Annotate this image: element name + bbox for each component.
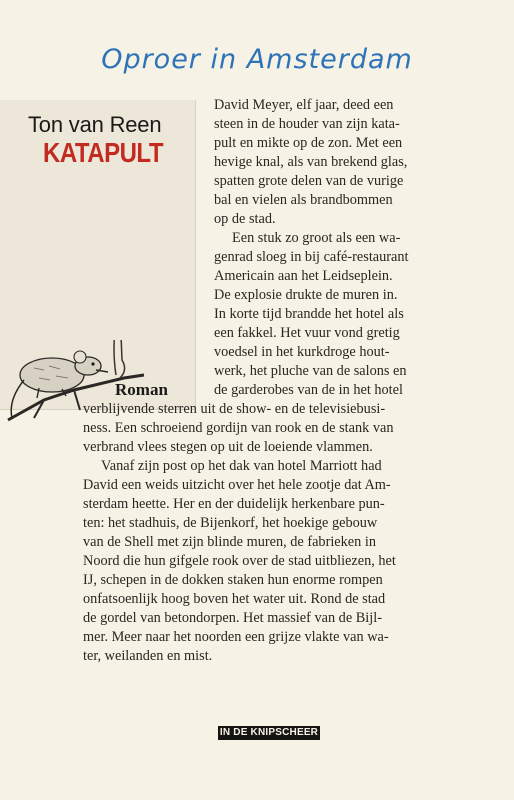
text-line: bal en vielen als brandbommen: [214, 192, 393, 208]
page-title: Oproer in Amsterdam: [101, 44, 413, 75]
text-line: ness. Een schroeiend gordijn van rook en de stank van: [83, 420, 394, 436]
text-line: ten: het stadhuis, de Bijenkorf, het hoekige gebouw: [83, 515, 378, 531]
text-line: onfatsoenlijk hoog boven het water uit. Rond de stad: [83, 591, 386, 607]
text-line: verbrand vlees stegen op uit de loeiende vlammen.: [83, 439, 373, 455]
cover-book-title: KATAPULT: [43, 138, 163, 170]
text-line: een fakkel. Het vuur vond gretig: [214, 325, 400, 341]
publisher-logo: IN DE KNIPSCHEER: [219, 727, 319, 738]
text-line: David Meyer, elf jaar, deed een: [214, 97, 394, 113]
text-line: Vanaf zijn post op het dak van hotel Marriott had: [101, 458, 382, 474]
cover-author: Ton van Reen: [28, 112, 162, 137]
text-line: David een weids uitzicht over het hele zootje dat Am-: [83, 477, 391, 493]
text-line: sterdam heette. Her en der duidelijk herkenbare pun-: [83, 496, 385, 512]
text-line: Americain aan het Leidseplein.: [214, 268, 393, 284]
text-line: van de Shell met zijn blinde muren, de fabrieken in: [83, 534, 376, 550]
text-line: steen in de houder van zijn kata-: [214, 116, 400, 132]
text-line: hevige knal, als van brekend glas,: [214, 154, 408, 170]
book-cover-image: [0, 100, 196, 410]
text-line: genrad sloeg in bij café-restaurant: [214, 249, 409, 265]
text-line: werk, het pluche van de salons en: [214, 363, 407, 379]
text-line: verblijvende sterren uit de show- en de televisiebusi-: [83, 401, 386, 417]
text-line: pult en mikte op de zon. Met een: [214, 135, 403, 151]
text-line: de garderobes van de in het hotel: [214, 382, 403, 398]
text-line: voedsel in het kurkdroge hout-: [214, 344, 390, 360]
text-line: In korte tijd brandde het hotel als: [214, 306, 404, 322]
cover-subtitle: Roman: [115, 380, 168, 399]
text-line: mer. Meer naar het noorden een grijze vlakte van wa-: [83, 629, 389, 645]
text-line: IJ, schepen in de dokken staken hun enorme rompen: [83, 572, 383, 588]
text-line: Een stuk zo groot als een wa-: [232, 230, 401, 246]
text-line: ter, weilanden en mist.: [83, 648, 213, 664]
text-line: spatten grote delen van de vurige: [214, 173, 404, 189]
text-line: op de stad.: [214, 211, 276, 227]
text-line: de gordel van betondorpen. Het massief van de Bijl-: [83, 610, 382, 626]
text-line: Noord die hun gifgele rook over de stad uitbliezen, het: [83, 553, 396, 569]
text-line: De explosie drukte de muren in.: [214, 287, 398, 303]
